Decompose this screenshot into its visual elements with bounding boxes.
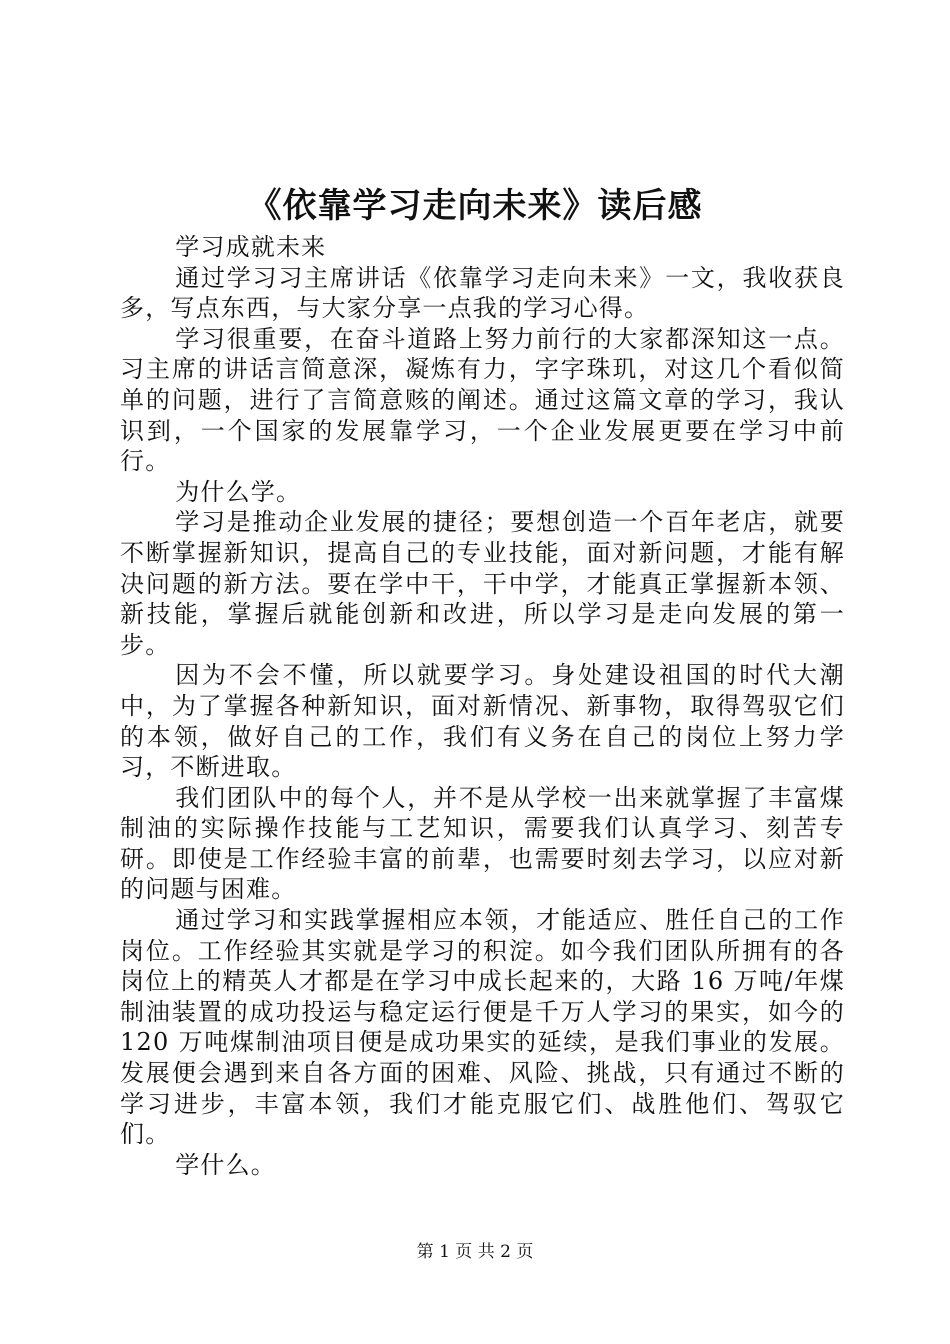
paragraph: 我们团队中的每个人，并不是从学校一出来就掌握了丰富煤制油的实际操作技能与工艺知识，需要我们认真学习、刻苦专研。即使是工作经验丰富的前辈，也需要时刻去学习，以应对新的问题与困难。 <box>120 783 845 904</box>
paragraph-subtitle: 学习成就未来 <box>175 233 327 261</box>
paragraph: 通过学习习主席讲话《依靠学习走向未来》一文，我收获良多，写点东西，与大家分享一点我的学习心得。 <box>120 263 845 323</box>
paragraph-heading: 为什么学。 <box>175 477 302 506</box>
paragraph: 学习是推动企业发展的捷径；要想创造一个百年老店，就要不断掌握新知识，提高自己的专业技能，面对新问题，才能有解决问题的新方法。要在学中干，干中学，才能真正掌握新本领、新技能，掌握后就能创新和改进，所以学习是走向发展的第一步。 <box>120 508 845 659</box>
paragraph-heading: 学什么。 <box>175 1150 276 1179</box>
paragraph: 因为不会不懂，所以就要学习。身处建设祖国的时代大潮中，为了掌握各种新知识，面对新情况、新事物，取得驾驭它们的本领，做好自己的工作，我们有义务在自己的岗位上努力学习，不断进取。 <box>120 661 845 782</box>
paragraph: 通过学习和实践掌握相应本领，才能适应、胜任自己的工作岗位。工作经验其实就是学习的积淀。如今我们团队所拥有的各岗位上的精英人才都是在学习中成长起来的，大路 16 万吨/年煤制油装置的成功投运与稳定运行便是千万人学习的果实，如今的 120 万吨煤制油项目便是成功果实的延续，是我们事业的发展。发展便会遇到来自各方面的困难、风险、挑战，只有通过不断的学习进步，丰富本领，我们才能克服它们、战胜他们、驾驭它们。 <box>120 906 845 1149</box>
page-footer: 第 1 页 共 2 页 <box>416 1242 534 1262</box>
paragraph: 学习很重要，在奋斗道路上努力前行的大家都深知这一点。习主席的讲话言简意深，凝炼有力，字字珠玑，对这几个看似简单的问题，进行了言简意赅的阐述。通过这篇文章的学习，我认识到，一个国家的发展靠学习，一个企业发展更要在学习中前行。 <box>120 324 845 476</box>
document-body <box>120 232 845 1180</box>
document-title: 《依靠学习走向未来》读后感 <box>247 186 703 226</box>
